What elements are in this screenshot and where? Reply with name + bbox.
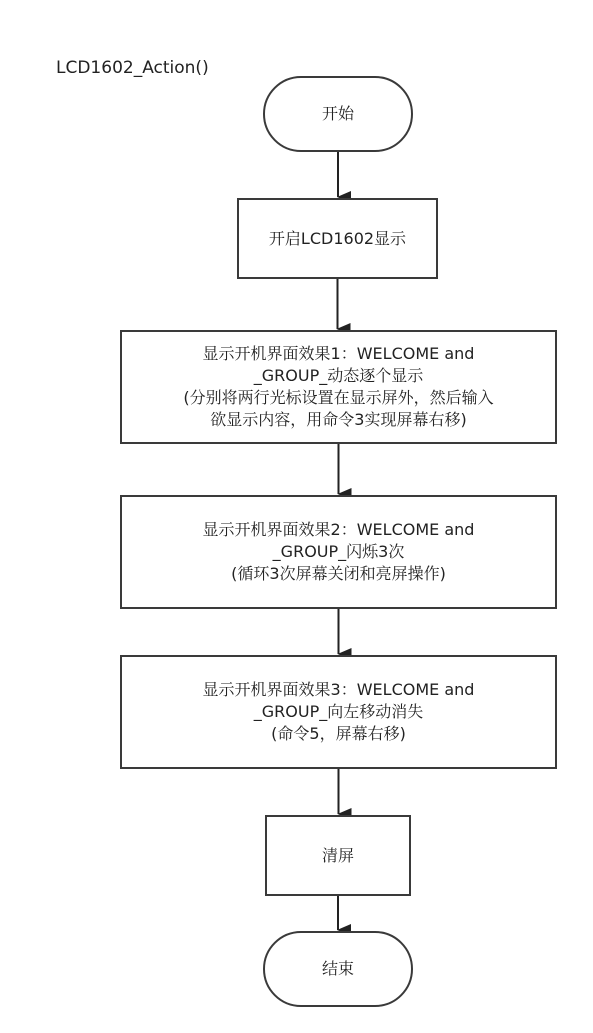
enable-display-step[interactable] — [237, 198, 438, 279]
effect1-step[interactable] — [120, 330, 557, 444]
node-line: (循环3次屏幕关闭和亮屏操作) — [231, 564, 446, 583]
node-line: (命令5，屏幕右移) — [271, 724, 406, 743]
node-line: 显示开机界面效果3：WELCOME and — [202, 680, 475, 699]
node-line: 清屏 — [321, 845, 354, 865]
clear-screen-step[interactable] — [265, 815, 411, 896]
effect3-step[interactable] — [120, 655, 557, 769]
node-line: _GROUP_闪烁3次 — [272, 542, 405, 561]
node-line: _GROUP_动态逐个显示 — [253, 366, 424, 385]
start-terminal[interactable] — [263, 76, 413, 152]
node-line: 结束 — [321, 959, 354, 978]
node-line: 开始 — [321, 104, 354, 123]
node-line: 显示开机界面效果2：WELCOME and — [202, 520, 475, 539]
node-line: _GROUP_向左移动消失 — [253, 702, 424, 721]
effect2-step[interactable] — [120, 495, 557, 609]
node-line: 开启LCD1602显示 — [268, 228, 407, 248]
end-terminal[interactable] — [263, 931, 413, 1007]
diagram-title: LCD1602_Action() — [56, 58, 209, 78]
node-line: 欲显示内容，用命令3实现屏幕右移) — [210, 410, 467, 429]
node-line: 显示开机界面效果1：WELCOME and — [202, 344, 475, 363]
node-line: (分别将两行光标设置在显示屏外，然后输入 — [183, 388, 494, 407]
